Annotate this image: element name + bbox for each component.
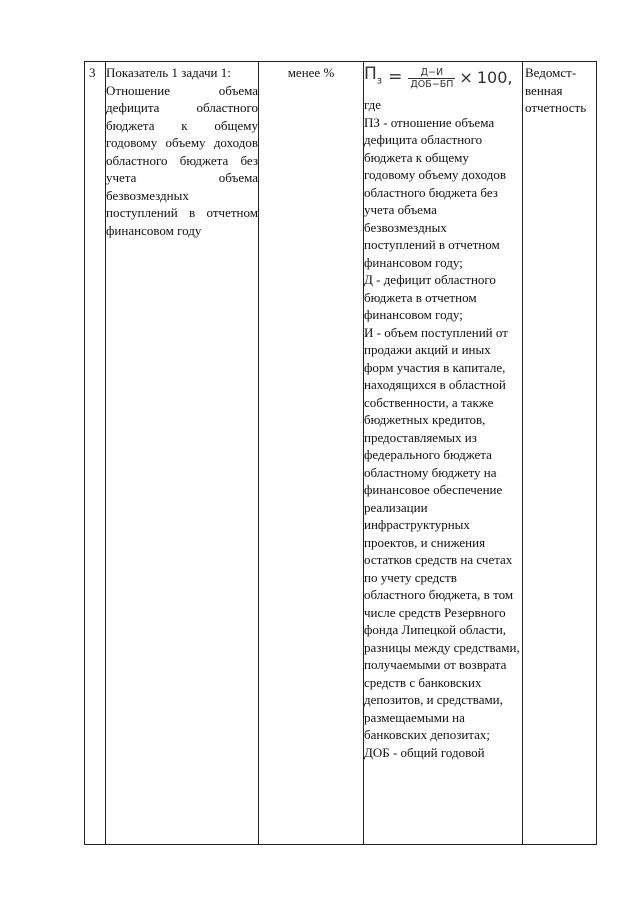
calculation-method <box>364 64 521 761</box>
definition-dob: ДОБ - общий годовой <box>364 744 485 760</box>
definition-pz: ПЗ - отношение объема дефицита областного бюджета к общему годовому объему доходов областного бюджета без учета объема безвозмездных поступлений в отчетном финансовом году; <box>364 114 506 270</box>
formula-denominator: ДОБ−БП <box>410 78 454 90</box>
row-number: 3 <box>89 65 96 80</box>
formula-numerator: Д−И <box>420 66 444 78</box>
definition-d: Д - дефицит областного бюджета в отчетном финансовом году; <box>364 272 496 322</box>
formula-times: × <box>459 68 473 88</box>
column-divider <box>522 61 523 845</box>
data-source: Ведомст-венная отчетность <box>525 65 587 115</box>
formula <box>364 64 521 92</box>
formula-fraction <box>408 67 455 90</box>
formula-lhs: $П_з$ <box>364 64 383 87</box>
indicator-title: Показатель 1 задачи 1: <box>106 65 231 80</box>
indicator-description <box>106 64 258 239</box>
formula-factor: 100, <box>476 68 513 88</box>
definition-i: И - объем поступлений от продажи акций и иных форм участия в капитале, находящихся в областной собственности, а также бюджетных кредитов, предоставляемых из федерального бюджета областному бюджету на финансовое обеспечение реализации инфраструктурных проектов, и снижения остатков средств на счетах по учету средств областного бюджета, в том числе средств Резервного фонда Липецкой области, разницы между средствами, получаемыми от возврата средств с банковских депозитов, и средствами, размещаемыми на банковских депозитах; <box>364 324 520 742</box>
unit-of-measure: менее % <box>287 65 335 80</box>
where-label: где <box>364 97 382 112</box>
formula-equals: = <box>388 67 403 88</box>
indicator-text: Отношение объема дефицита областного бюджета к общему годовому объему доходов областного бюджета без учета объема безвозмездных поступлений в отчетном финансовом году <box>106 82 258 238</box>
column-divider <box>258 61 259 845</box>
